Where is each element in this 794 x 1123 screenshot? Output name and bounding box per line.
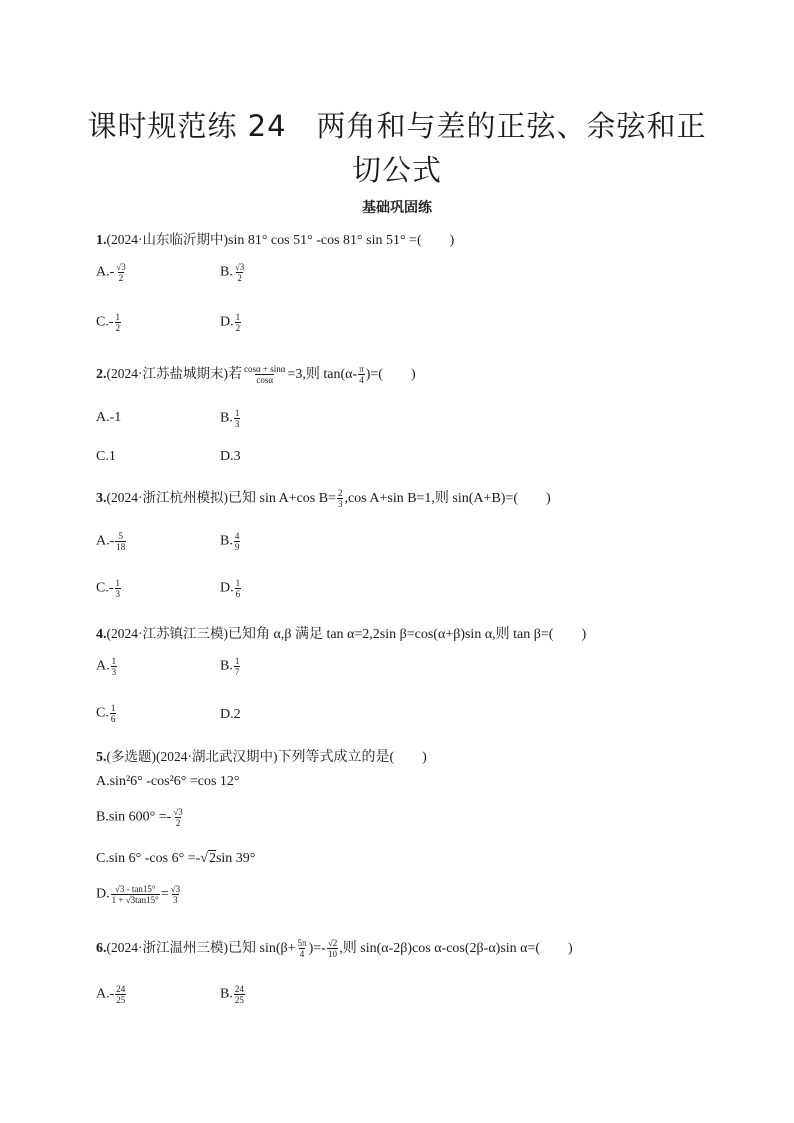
question-source: (2024·江苏镇江三模) [106, 626, 228, 641]
question-source: (2024·山东临沂期中) [106, 232, 228, 247]
question-source: (2024·浙江杭州模拟) [106, 490, 228, 505]
fraction: $\frac{\cos\alpha + \sin\alpha}{\cos\alpha}$ [244, 364, 286, 386]
option-b: B. $\frac{1}{7}$ [220, 656, 240, 677]
question-3: 3.(2024·浙江杭州模拟)已知 sin A+cos B= $\frac{2}{3}$ ,cos A+sin B=1,则 sin(A+B)=( ) [96, 488, 551, 510]
option-b: B.sin 600° =- $\frac{√3}{2}$ [96, 807, 183, 828]
page-title-line-1: 课时规范练 24 两角和与差的正弦、余弦和正 [87, 109, 707, 143]
fraction: $\frac{24}{25}$ [234, 984, 244, 1005]
fraction: $\frac{√3}{2}$ [116, 262, 126, 283]
option-d: D.3 [220, 449, 241, 464]
question-number: 2. [96, 367, 107, 382]
option-b: B. $\frac{√3}{2}$ [220, 262, 245, 283]
question-6: 6.(2024·浙江温州三模)已知 sin(β+ $\frac{5\pi}{4}$ )=- $\frac{√2}{10}$ ,则 sin(α-2β)cos α-cos(2β-α)sin α=( ) [96, 938, 573, 960]
fraction: $\frac{√2}{10}$ [327, 938, 338, 960]
option-d: D. $\frac{1}{2}$ [220, 312, 241, 333]
question-number: 6. [96, 941, 107, 956]
fraction: $\frac{\pi}{4}$ [359, 364, 364, 386]
fraction: $\frac{1}{3}$ [234, 408, 240, 429]
section-heading: 基础巩固练 [362, 200, 432, 216]
fraction: $\frac{1}{2}$ [235, 312, 241, 333]
fraction: $\frac{1}{6}$ [235, 578, 241, 599]
option-d: D. $\frac{1}{6}$ [220, 578, 241, 599]
fraction: $\frac{1}{2}$ [115, 312, 121, 333]
fraction: $\frac{√3 - \tan 15^\circ}{1 + √3\tan 15^\circ}$ [111, 884, 159, 905]
sqrt-symbol: √2 [200, 851, 216, 866]
question-number: 3. [96, 491, 107, 506]
option-c: C. $\frac{1}{6}$ [96, 703, 116, 724]
option-a: A.- $\frac{24}{25}$ [96, 984, 126, 1005]
fraction: $\frac{5}{18}$ [116, 531, 126, 552]
fraction: $\frac{1}{3}$ [115, 578, 121, 599]
option-a: A. $\frac{1}{3}$ [96, 656, 117, 677]
question-2: 2.(2024·江苏盐城期末)若 $\frac{\cos\alpha + \sin\alpha}{\cos\alpha}$ =3,则 tan(α- $\frac{\pi}{4}$ )=( ) [96, 364, 416, 386]
fraction: $\frac{2}{3}$ [337, 488, 343, 510]
question-stem: 下列等式成立的是( ) [277, 750, 427, 765]
option-c: C.- $\frac{1}{2}$ [96, 312, 121, 333]
page-title-line-2: 切公式 [351, 153, 442, 187]
option-b: B. $\frac{24}{25}$ [220, 984, 244, 1005]
question-stem: 已知角 α,β 满足 tan α=2,2sin β=cos(α+β)sin α,则 tan β=( ) [228, 627, 587, 642]
fraction: $\frac{5\pi}{4}$ [297, 938, 307, 960]
fraction: $\frac{24}{25}$ [116, 984, 126, 1005]
option-b: B. $\frac{1}{3}$ [220, 408, 240, 429]
question-source: (多选题)(2024·湖北武汉期中) [106, 749, 278, 764]
option-c: C.- $\frac{1}{3}$ [96, 578, 121, 599]
option-a: A.sin²6° -cos²6° =cos 12° [96, 774, 240, 789]
fraction: $\frac{1}{6}$ [110, 703, 116, 724]
option-c: C.1 [96, 449, 116, 464]
option-a: A.- $\frac{5}{18}$ [96, 531, 126, 552]
question-stem: sin 81° cos 51° -cos 81° sin 51° =( ) [228, 233, 455, 248]
option-a: A.-1 [96, 410, 122, 425]
question-1 [96, 228, 454, 249]
question-source: (2024·江苏盐城期末) [106, 366, 228, 381]
question-source: (2024·浙江温州三模) [106, 940, 228, 955]
question-5 [96, 745, 427, 766]
question-4 [96, 622, 586, 643]
fraction: $\frac{1}{7}$ [234, 656, 240, 677]
question-number: 5. [96, 750, 107, 765]
option-d: D. $\frac{√3 - \tan 15^\circ}{1 + √3\tan 15^\circ}$ = $\frac{√3}{3}$ [96, 884, 181, 905]
fraction: $\frac{√3}{2}$ [234, 262, 245, 283]
question-number: 4. [96, 627, 107, 642]
fraction: $\frac{1}{3}$ [111, 656, 117, 677]
question-number: 1. [96, 233, 107, 248]
option-b: B. $\frac{4}{9}$ [220, 531, 240, 552]
fraction: $\frac{√3}{2}$ [173, 807, 183, 828]
fraction: $\frac{4}{9}$ [234, 531, 240, 552]
fraction: $\frac{√3}{3}$ [170, 884, 181, 905]
option-d: D.2 [220, 707, 241, 722]
option-c: C.sin 6° -cos 6° =-√2sin 39° [96, 851, 256, 866]
option-a: A.- $\frac{√3}{2}$ [96, 262, 126, 283]
